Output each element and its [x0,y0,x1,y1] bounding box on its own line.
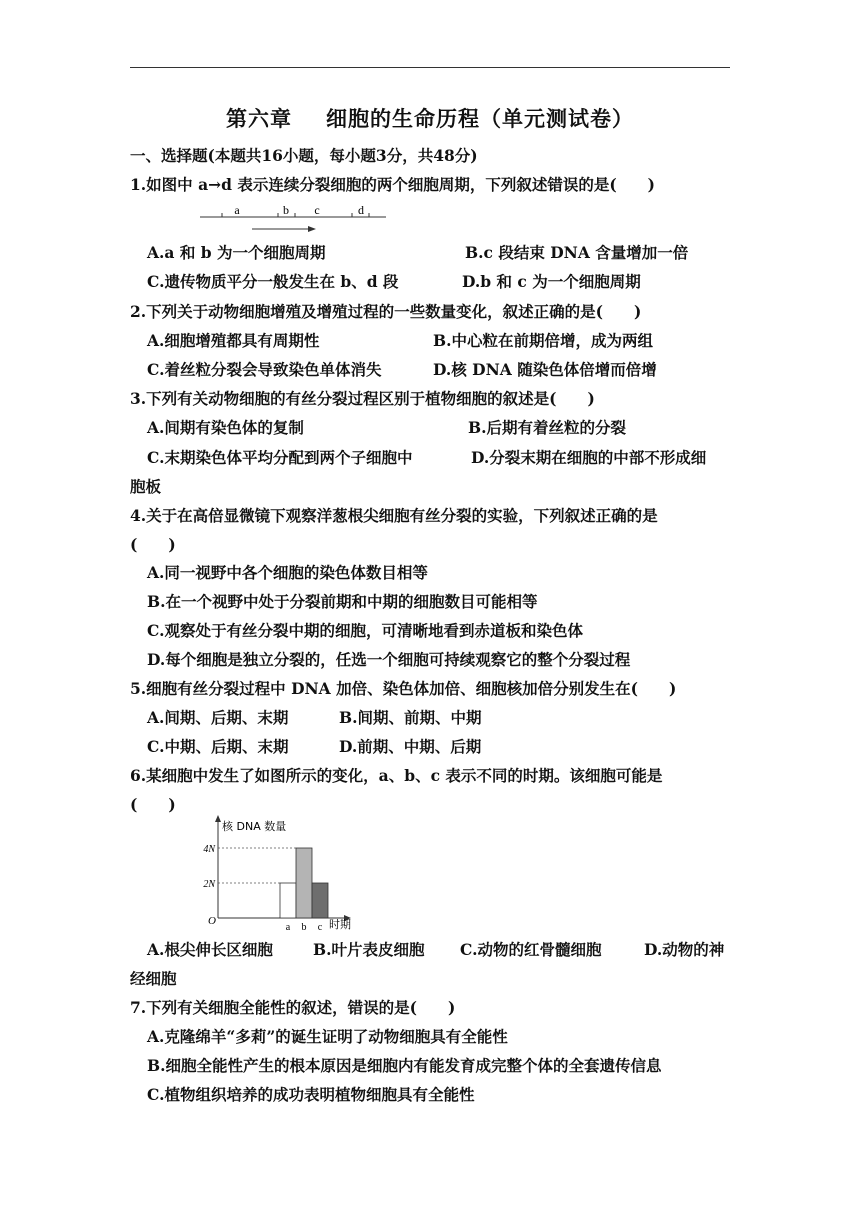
q3-option-c: C.末期染色体平均分配到两个子细胞中 [147,448,413,467]
q4-option-c: C.观察处于有丝分裂中期的细胞，可清晰地看到赤道板和染色体 [147,621,583,640]
chart-y-tick-label: 2N [203,879,215,890]
q6-stem: 6.某细胞中发生了如图所示的变化，a、b、c 表示不同的时期。该细胞可能是 [130,766,663,785]
q6-option-c: C.动物的红骨髓细胞 [460,940,602,959]
q7-stem: 7.下列有关细胞全能性的叙述，错误的是( ) [130,998,456,1017]
chart-x-tick-label: b [301,922,307,933]
page-title [130,103,730,133]
q5-option-a: A.间期、后期、末期 [147,708,289,727]
q6-option-d-cont: 经细胞 [130,969,177,988]
q6-option-a: A.根尖伸长区细胞 [147,940,273,959]
chapter-name: 细胞的生命历程（单元测试卷） [326,107,634,131]
q3-stem: 3.下列有关动物细胞的有丝分裂过程区别于植物细胞的叙述是( ) [130,389,595,408]
chart-y-tick-label: 4N [203,844,215,855]
q5-option-b: B.间期、前期、中期 [339,708,482,727]
q6-dna-chart [196,814,366,934]
q6-stem-cont: ( ) [130,795,176,814]
q7-option-b: B.细胞全能性产生的根本原因是细胞内有能发育成完整个体的全套遗传信息 [147,1056,662,1075]
chapter-number: 第六章 [226,107,292,131]
q2-stem: 2.下列关于动物细胞增殖及增殖过程的一些数量变化，叙述正确的是( ) [130,302,642,321]
top-rule [130,67,730,68]
q4-option-d: D.每个细胞是独立分裂的，任选一个细胞可持续观察它的整个分裂过程 [147,650,631,669]
q3-option-d-cont: 胞板 [130,477,162,496]
q4-stem: 4.关于在高倍显微镜下观察洋葱根尖细胞有丝分裂的实验，下列叙述正确的是 [130,506,658,525]
section-heading: 一、选择题(本题共16小题，每小题3分，共48分) [130,146,478,165]
q1-option-a: A.a 和 b 为一个细胞周期 [147,243,326,262]
q1-option-c: C.遗传物质平分一般发生在 b、d 段 [147,272,399,291]
q2-option-b: B.中心粒在前期倍增，成为两组 [433,331,653,350]
q2-option-a: A.细胞增殖都具有周期性 [147,331,320,350]
q5-stem: 5.细胞有丝分裂过程中 DNA 加倍、染色体加倍、细胞核加倍分别发生在( ) [130,679,677,698]
chart-bar-b [296,848,312,918]
q3-option-a: A.间期有染色体的复制 [147,418,304,437]
q1-option-b: B.c 段结束 DNA 含量增加一倍 [465,243,689,262]
q1-option-d: D.b 和 c 为一个细胞周期 [462,272,641,291]
chart-origin-label: O [208,915,216,927]
q1-stem: 1.如图中 a→d 表示连续分裂细胞的两个细胞周期，下列叙述错误的是( ) [130,175,656,194]
q2-option-d: D.核 DNA 随染色体倍增而倍增 [433,360,657,379]
q1-arrowhead [308,226,316,232]
q1-label-b: b [283,203,289,217]
chart-y-arrowhead [215,815,221,822]
q1-label-d: d [358,203,364,217]
chart-y-label: 核 DNA 数量 [222,820,287,833]
q1-cell-cycle-figure [196,200,396,234]
q4-option-a: A.同一视野中各个细胞的染色体数目相等 [147,563,428,582]
q5-option-d: D.前期、中期、后期 [339,737,482,756]
chart-x-tick-label: c [317,922,323,933]
q2-option-c: C.着丝粒分裂会导致染色单体消失 [147,360,382,379]
chart-bar-c [312,883,328,918]
q3-option-d: D.分裂末期在细胞的中部不形成细 [471,448,707,467]
q6-option-b: B.叶片表皮细胞 [313,940,425,959]
q3-option-b: B.后期有着丝粒的分裂 [468,418,626,437]
q7-option-a: A.克隆绵羊“多莉”的诞生证明了动物细胞具有全能性 [147,1027,508,1046]
q4-stem-cont: ( ) [130,535,176,554]
chart-bar-a [280,883,296,918]
chart-x-tick-label: a [285,922,291,933]
q4-option-b: B.在一个视野中处于分裂前期和中期的细胞数目可能相等 [147,592,538,611]
q1-label-a: a [234,203,240,217]
chart-x-label: 时期 [329,918,351,931]
q5-option-c: C.中期、后期、末期 [147,737,289,756]
q1-label-c: c [314,203,320,217]
q6-option-d: D.动物的神 [644,940,725,959]
q7-option-c: C.植物组织培养的成功表明植物细胞具有全能性 [147,1085,475,1104]
